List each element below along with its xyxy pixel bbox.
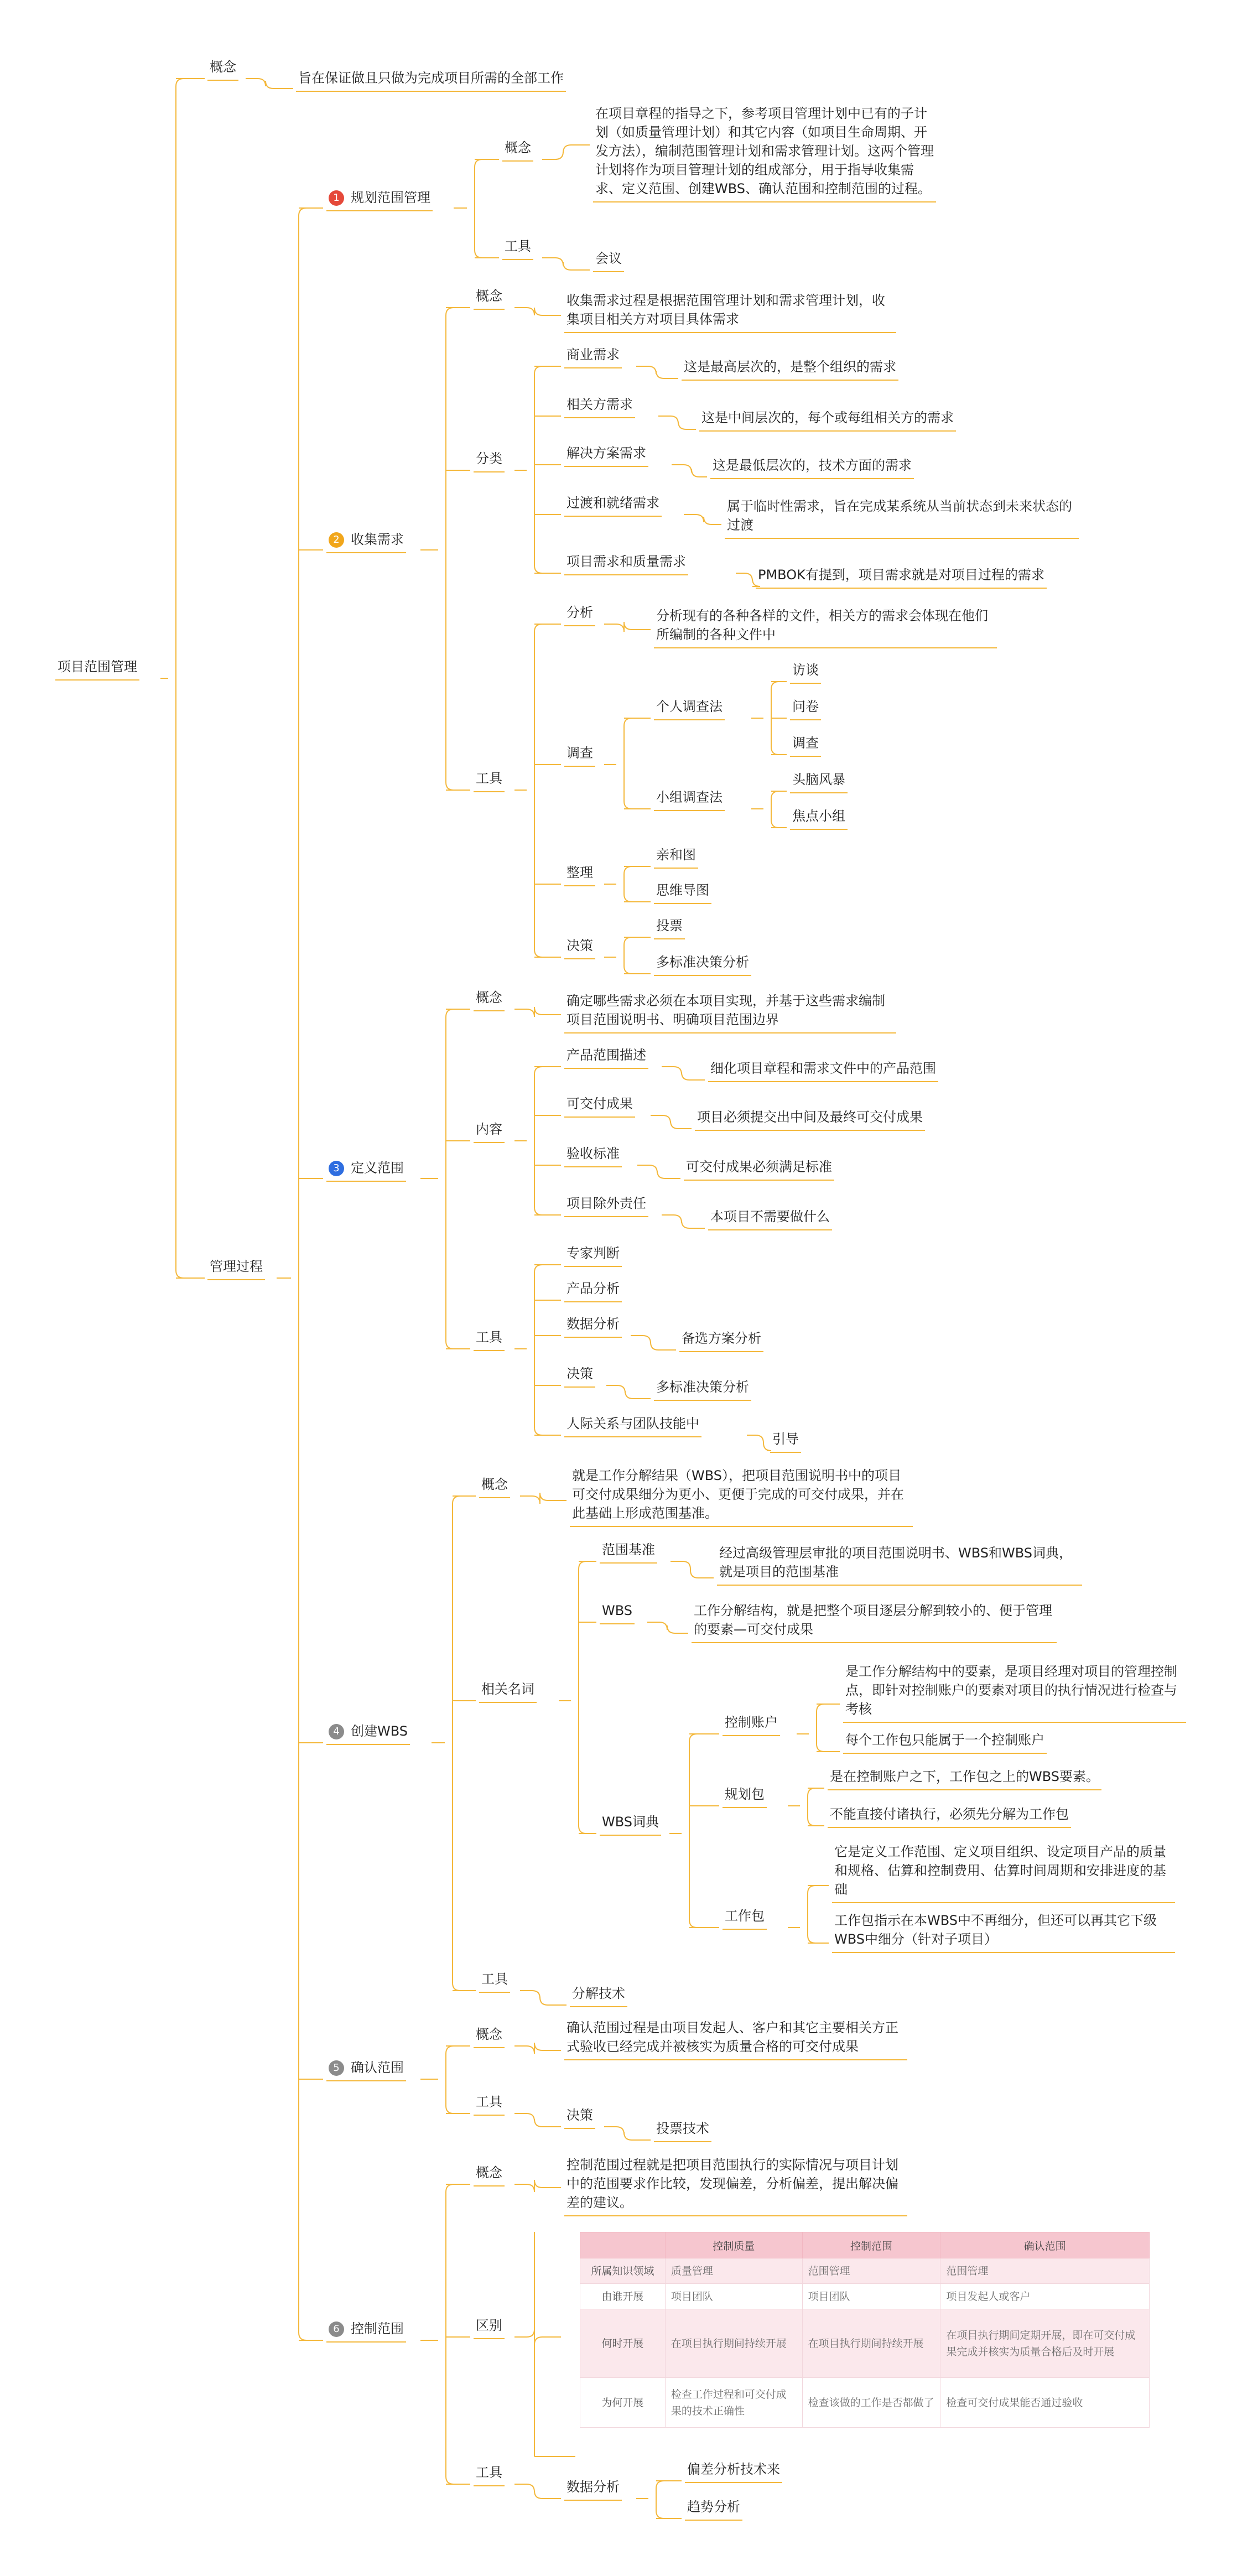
connector: [176, 79, 184, 1278]
concept-text: 旨在保证做且只做为完成项目所需的全部工作: [296, 69, 566, 92]
plan-concept-text: 在项目章程的指导之下，参考项目管理计划中已有的子计划（如质量管理计划）和其它内容（如项目生命周期、开发方法），编制范围管理计划和需求管理计划。这两个管理计划将作为项目管理计划的组成部分，用于指导收集需求、定义范围、创建WBS、确认范围和控制范围的过程。: [593, 104, 936, 202]
table-row: [580, 2309, 1150, 2378]
table-cell: 何时开展: [580, 2309, 666, 2378]
connector: [648, 366, 678, 378]
connector: [446, 308, 454, 790]
decision-mcda2: 多标准决策分析: [654, 1378, 751, 1401]
dict-control-account[interactable]: 控制账户: [723, 1713, 780, 1736]
define-scope-label: 定义范围: [351, 1160, 404, 1176]
class-stakeholder-desc: 这是中间层次的，每个或每组相关方的需求: [699, 408, 956, 432]
connector: [649, 1165, 680, 1178]
table-cell: 范围管理: [802, 2258, 940, 2284]
validate-concept-node[interactable]: 概念: [474, 2025, 505, 2048]
content-exclusion-desc: 本项目不需要做什么: [708, 1207, 832, 1230]
connector: [446, 2184, 454, 2484]
group-focus: 焦点小组: [790, 807, 848, 830]
wbs-tools-node[interactable]: 工具: [479, 1970, 510, 1993]
create-wbs-node[interactable]: [326, 1722, 410, 1745]
class-business-desc: 这是最高层次的，是整个组织的需求: [682, 357, 898, 381]
connector: [527, 2043, 561, 2054]
connector: [696, 515, 721, 524]
term-baseline[interactable]: 范围基准: [600, 1540, 657, 1564]
define-tools-node[interactable]: 工具: [474, 1328, 505, 1351]
table-cell: 所属知识领域: [580, 2258, 666, 2284]
tool-survey[interactable]: 调查: [564, 744, 595, 767]
validate-tools-node[interactable]: 工具: [474, 2092, 505, 2116]
survey-group[interactable]: 小组调查法: [654, 788, 725, 811]
tool-product-analysis[interactable]: 产品分析: [564, 1279, 622, 1302]
pkg-text2: 工作包指示在本WBS中不再细分，但还可以再其它下级WBS中细分（针对子项目）: [832, 1911, 1175, 1953]
connector: [616, 2127, 651, 2140]
connector: [446, 2046, 454, 2113]
connector: [624, 866, 632, 902]
control-concept-text: 控制范围过程就是把项目范围执行的实际情况与项目计划中的范围要求作比较，发现偏差，分析偏差，提出解决偏差的建议。: [564, 2156, 907, 2216]
connector: [674, 1215, 705, 1228]
connector: [446, 1009, 454, 1349]
connector: [808, 1788, 815, 1826]
tool-data-analysis[interactable]: 数据分析: [564, 1315, 622, 1338]
plan-tools-node[interactable]: 工具: [502, 237, 533, 260]
connector: [817, 1704, 824, 1752]
table-cell: 在项目执行期间持续开展: [802, 2309, 940, 2378]
class-stakeholder[interactable]: 相关方需求: [564, 395, 635, 418]
tool-organize[interactable]: 整理: [564, 863, 595, 886]
control-scope-label: 控制范围: [351, 2321, 404, 2336]
control-variance: 偏差分析技术来: [685, 2460, 782, 2483]
table-header: [580, 2232, 666, 2258]
root-node[interactable]: 项目范围管理: [55, 657, 139, 681]
class-transition[interactable]: 过渡和就绪需求: [564, 494, 662, 517]
connector: [659, 1622, 688, 1633]
process-node[interactable]: 管理过程: [207, 1257, 265, 1280]
connector: [299, 208, 306, 2340]
wbs-concept-node[interactable]: 概念: [479, 1475, 510, 1498]
validate-vote: 投票技术: [654, 2119, 711, 2142]
wbs-tool-decompose: 分解技术: [570, 1984, 627, 2007]
validate-decision[interactable]: 决策: [564, 2106, 595, 2129]
define-content-node[interactable]: 内容: [474, 1120, 505, 1143]
table-cell: 为何开展: [580, 2378, 666, 2428]
control-concept-node[interactable]: 概念: [474, 2163, 505, 2187]
connector: [475, 159, 482, 258]
table-header: 控制范围: [802, 2232, 940, 2258]
connector: [624, 937, 632, 974]
table-cell: 项目发起人或客户: [940, 2284, 1150, 2309]
class-solution[interactable]: 解决方案需求: [564, 444, 648, 467]
number-badge: 1: [329, 190, 344, 206]
connector: [656, 2481, 664, 2518]
connector: [643, 1336, 676, 1350]
connector: [617, 1385, 651, 1399]
number-badge: 3: [329, 1161, 344, 1176]
wbs-concept-text: 就是工作分解结果（WBS），把项目范围说明书中的项目可交付成果细分为更小、更便于完成的可交付成果，并在此基础上形成范围基准。: [570, 1466, 913, 1527]
table-row: [580, 2378, 1150, 2428]
table-cell: 在项目执行期间持续开展: [665, 2309, 802, 2378]
validate-scope-node[interactable]: [326, 2058, 406, 2081]
decision-vote: 投票: [654, 916, 685, 939]
tool-analysis[interactable]: 分析: [564, 603, 595, 626]
personal-interview: 访谈: [790, 661, 821, 684]
decision-mcda: 多标准决策分析: [654, 953, 751, 976]
class-transition-desc: 属于临时性需求，旨在完成某系统从当前状态到未来状态的过渡: [725, 497, 1079, 539]
connector: [527, 308, 561, 315]
table-header: 确认范围: [940, 2232, 1150, 2258]
connector: [453, 1496, 460, 1991]
comparison-table: [580, 2232, 1150, 2428]
connector: [684, 465, 707, 477]
collect-concept-node[interactable]: 概念: [474, 287, 505, 310]
number-badge: 2: [329, 532, 344, 548]
concept-node[interactable]: 概念: [207, 58, 238, 81]
validate-scope-label: 确认范围: [351, 2060, 404, 2075]
connector: [771, 791, 779, 828]
connector: [534, 624, 542, 957]
define-scope-node[interactable]: [326, 1159, 406, 1182]
personal-questionnaire: 问卷: [790, 697, 821, 720]
connector: [671, 416, 696, 429]
table-header-row: [580, 2232, 1150, 2258]
ctrl-text1: 是工作分解结构中的要素，是项目经理对项目的管理控制点，即针对控制账户的要素对项目的执行情况进行检查与考核: [843, 1662, 1186, 1723]
connector: [663, 1115, 692, 1129]
define-concept-node[interactable]: 概念: [474, 988, 505, 1011]
plan-tool-meeting: 会议: [593, 249, 624, 272]
connector: [534, 366, 542, 573]
dict-work-package[interactable]: 工作包: [723, 1907, 767, 1930]
validate-concept-text: 确认范围过程是由项目发起人、客户和其它主要相关方正式验收已经完成并被核实为质量合格的可交付成果: [564, 2018, 907, 2060]
control-trend: 趋势分析: [685, 2497, 742, 2521]
collect-concept-text: 收集需求过程是根据范围管理计划和需求管理计划，收集项目相关方对项目具体需求: [564, 291, 896, 333]
connector: [756, 1435, 771, 1451]
number-badge: 6: [329, 2321, 344, 2337]
organize-affinity: 亲和图: [654, 845, 698, 869]
tool-expert[interactable]: 专家判断: [564, 1244, 622, 1267]
connector: [258, 79, 293, 89]
content-acceptance[interactable]: 验收标准: [564, 1144, 622, 1167]
connector: [527, 2113, 561, 2127]
data-alternatives: 备选方案分析: [679, 1329, 763, 1352]
table-cell: 范围管理: [940, 2258, 1150, 2284]
connector: [674, 1067, 705, 1080]
control-tools-node[interactable]: 工具: [474, 2463, 505, 2486]
collect-req-label: 收集需求: [351, 532, 404, 547]
connector: [527, 2484, 561, 2499]
number-badge: 5: [329, 2060, 344, 2076]
class-project-desc: PMBOK有提到，项目需求就是对项目过程的需求: [756, 565, 1047, 589]
group-brainstorm: 头脑风暴: [790, 770, 848, 793]
content-exclusion[interactable]: 项目除外责任: [564, 1194, 648, 1217]
content-deliverable[interactable]: 可交付成果: [564, 1094, 635, 1118]
connector: [624, 718, 632, 809]
pkg-text1: 它是定义工作范围、定义项目组织、设定项目产品的质量和规格、估算和控制费用、估算时间周期和安排进度的基础: [832, 1842, 1175, 1903]
tool-decision2[interactable]: 决策: [564, 1364, 595, 1388]
number-badge: 4: [329, 1724, 344, 1739]
plan-concept-node[interactable]: 概念: [502, 138, 533, 162]
table-row: [580, 2284, 1150, 2309]
connector: [689, 1734, 697, 1928]
wbs-terms-node[interactable]: 相关名词: [479, 1680, 537, 1703]
term-dictionary[interactable]: WBS词典: [600, 1812, 661, 1836]
collect-req-node[interactable]: [326, 530, 406, 553]
dict-planning-package[interactable]: 规划包: [723, 1785, 767, 1808]
connector: [683, 1561, 714, 1578]
table-header: 控制质量: [665, 2232, 802, 2258]
table-cell: 项目团队: [802, 2284, 940, 2309]
table-row: [580, 2258, 1150, 2284]
table-cell: 检查该做的工作是否都做了: [802, 2378, 940, 2428]
class-solution-desc: 这是最低层次的，技术方面的需求: [710, 456, 914, 479]
content-acceptance-desc: 可交付成果必须满足标准: [684, 1157, 834, 1181]
ctrl-text2: 每个工作包只能属于一个控制账户: [843, 1731, 1047, 1754]
control-data-analysis[interactable]: 数据分析: [564, 2478, 622, 2501]
table-cell: 检查可交付成果能否通过验收: [940, 2378, 1150, 2428]
connector: [808, 1886, 815, 1943]
survey-personal[interactable]: 个人调查法: [654, 697, 725, 720]
table-cell: 由谁开展: [580, 2284, 666, 2309]
collect-tools-node[interactable]: 工具: [474, 769, 505, 792]
plan-scope-node[interactable]: [326, 188, 433, 211]
table-cell: 项目团队: [665, 2284, 802, 2309]
connector: [616, 622, 651, 632]
connector: [534, 1067, 542, 1215]
connector: [534, 1265, 542, 1435]
collect-class-node[interactable]: 分类: [474, 449, 505, 472]
control-diff-node[interactable]: 区别: [474, 2316, 505, 2339]
plan-scope-label: 规划范围管理: [351, 190, 430, 205]
connector: [527, 2329, 561, 2345]
plan-pkg-text2: 不能直接付诸执行，必须先分解为工作包: [828, 1805, 1071, 1828]
connector: [527, 1007, 561, 1017]
content-deliverable-desc: 项目必须提交出中间及最终可交付成果: [695, 1108, 925, 1131]
create-wbs-label: 创建WBS: [351, 1723, 408, 1739]
class-business[interactable]: 商业需求: [564, 345, 622, 368]
control-scope-node[interactable]: [326, 2319, 406, 2343]
personal-survey: 调查: [790, 734, 821, 757]
table-cell: 检查工作过程和可交付成果的技术正确性: [665, 2378, 802, 2428]
term-wbs-text: 工作分解结构，就是把整个项目逐层分解到较小的、便于管理的要素—可交付成果: [692, 1601, 1057, 1643]
tool-analysis-text: 分析现有的各种各样的文件，相关方的需求会体现在他们所编制的各种文件中: [654, 606, 997, 648]
connector: [527, 2180, 561, 2192]
connector: [771, 682, 779, 755]
organize-mindmap: 思维导图: [654, 881, 711, 904]
connector: [532, 1991, 566, 2005]
tool-interpersonal[interactable]: 人际关系与团队技能中: [564, 1414, 701, 1437]
plan-pkg-text1: 是在控制账户之下，工作包之上的WBS要素。: [828, 1767, 1101, 1790]
term-wbs[interactable]: WBS: [600, 1601, 635, 1624]
table-cell: 在项目执行期间定期开展，即在可交付成果完成并核实为质量合格后及时开展: [940, 2309, 1150, 2378]
interpersonal-facilitation: 引导: [770, 1430, 801, 1453]
define-concept-text: 确定哪些需求必须在本项目实现，并基于这些需求编制项目范围说明书、明确项目范围边界: [564, 991, 896, 1033]
connector: [555, 258, 590, 270]
class-project[interactable]: 项目需求和质量需求: [564, 552, 688, 575]
connector: [555, 145, 590, 159]
connector: [532, 1493, 566, 1504]
tool-decision[interactable]: 决策: [564, 936, 595, 959]
term-baseline-text: 经过高级管理层审批的项目范围说明书、WBS和WBS词典，就是项目的范围基准: [717, 1544, 1082, 1586]
content-product-desc: 细化项目章程和需求文件中的产品范围: [708, 1059, 938, 1082]
connector: [579, 1561, 586, 1834]
table-cell: 质量管理: [665, 2258, 802, 2284]
content-product[interactable]: 产品范围描述: [564, 1046, 648, 1069]
